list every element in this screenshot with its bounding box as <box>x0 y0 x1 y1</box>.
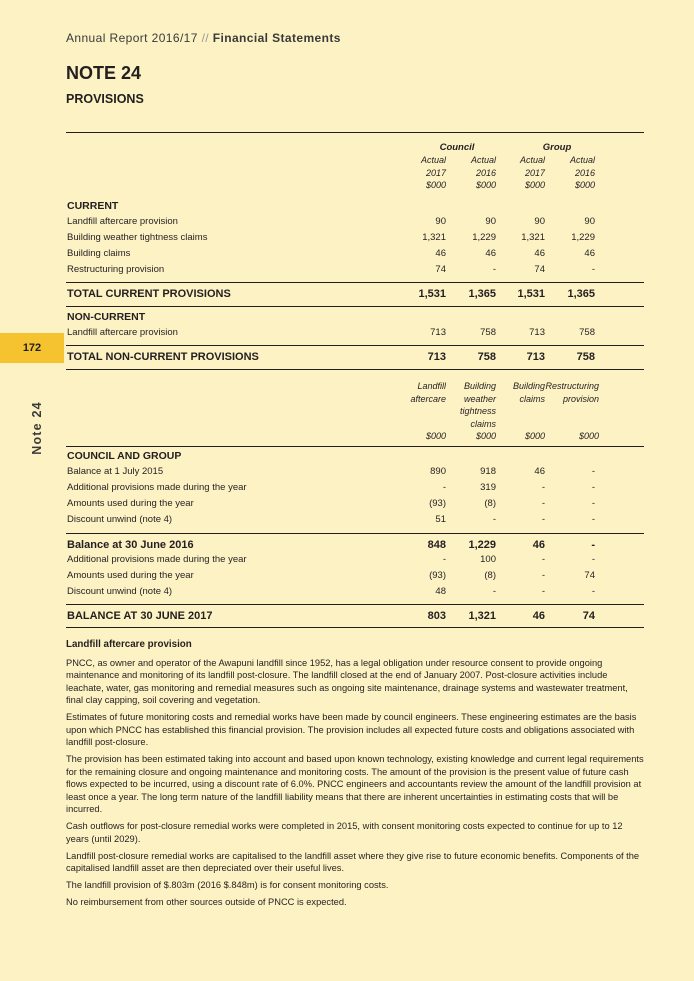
column-header <box>396 154 446 192</box>
council-group-section-title: COUNCIL AND GROUP <box>67 450 182 462</box>
note-subtitle: PROVISIONS <box>66 92 144 106</box>
current-row <box>66 214 644 230</box>
row-value: 758 <box>480 327 496 338</box>
total-value: 1,365 <box>567 288 595 300</box>
movement-row <box>66 480 644 496</box>
movement-rows-2016 <box>66 464 644 528</box>
body-paragraph: Landfill post-closure remedial works are capitalised to the landfill asset where they give rise to future economic benefits. Components of the capitalised landfill asset are then depreciated over their useful lives. <box>66 850 640 873</box>
row-value: 46 <box>435 248 446 259</box>
header-line: $000 <box>425 180 446 190</box>
total-current-wrap <box>66 283 644 305</box>
column-header <box>541 380 599 443</box>
balance-2017-row <box>66 605 644 627</box>
total-noncurrent-wrap <box>66 346 644 368</box>
row-value: (93) <box>429 570 446 581</box>
row-value: 46 <box>485 248 496 259</box>
header-separator: // <box>201 31 210 45</box>
row-value: - <box>541 498 545 509</box>
header-line <box>541 405 599 418</box>
rule <box>66 306 644 307</box>
row-value: 1,321 <box>521 232 545 243</box>
total-value: 713 <box>427 351 446 363</box>
current-row <box>66 230 644 246</box>
row-value: 90 <box>435 216 446 227</box>
row-value: - <box>591 554 595 565</box>
row-value: 713 <box>430 327 446 338</box>
report-name: Annual Report 2016/17 <box>66 31 198 45</box>
row-value: (93) <box>429 498 446 509</box>
total-label: TOTAL CURRENT PROVISIONS <box>67 288 231 300</box>
row-value: - <box>591 514 595 525</box>
page-number-tab <box>0 333 64 363</box>
body-paragraph: Estimates of future monitoring costs and remedial works have been made by council engineers. These engineering estimates are the basis upon which PNCC has established this financial provision. The provision includes all expected future costs and obligations associated with landfill post-closure. <box>66 712 637 747</box>
balance-2017-wrap <box>66 605 644 627</box>
column-header <box>396 380 446 443</box>
row-label: Balance at 1 July 2015 <box>67 466 164 477</box>
group-header-group: Group <box>542 142 572 153</box>
total-label: TOTAL NON-CURRENT PROVISIONS <box>67 351 259 363</box>
row-value: 51 <box>435 514 446 525</box>
header-line: Building <box>463 381 496 391</box>
header-line: $000 <box>425 431 446 441</box>
total-value: 803 <box>427 610 446 622</box>
header-line <box>495 405 545 418</box>
row-label: Amounts used during the year <box>67 498 194 509</box>
header-line: Landfill <box>417 381 446 391</box>
row-value: 90 <box>534 216 545 227</box>
total-value: - <box>591 539 595 551</box>
total-value: 1,531 <box>418 288 446 300</box>
rule <box>66 369 644 370</box>
row-value: - <box>541 482 545 493</box>
row-value: 46 <box>534 248 545 259</box>
total-current-row <box>66 283 644 305</box>
header-line: aftercare <box>410 393 446 404</box>
header-line: 2017 <box>524 167 545 178</box>
noncurrent-section <box>66 309 644 341</box>
row-label: Additional provisions made during the year <box>67 482 247 493</box>
row-value: - <box>591 482 595 493</box>
header-line: 2017 <box>425 167 446 178</box>
row-label: Additional provisions made during the year <box>67 554 247 565</box>
column-header <box>446 380 496 443</box>
row-value: 46 <box>534 466 545 477</box>
total-value: 74 <box>582 610 595 622</box>
movement-row <box>66 552 644 568</box>
body-paragraph: No reimbursement from other sources outside of PNCC is expected. <box>66 897 347 907</box>
side-label: Note 24 <box>30 401 44 455</box>
row-value: 319 <box>480 482 496 493</box>
current-row <box>66 246 644 262</box>
total-value: 1,321 <box>468 610 496 622</box>
header-line: Actual <box>569 155 595 165</box>
row-label: Restructuring provision <box>67 264 165 275</box>
row-value: 46 <box>584 248 595 259</box>
row-value: 1,229 <box>472 232 496 243</box>
total-value: 46 <box>532 539 545 551</box>
row-value: (8) <box>484 570 496 581</box>
header-line: claims <box>470 418 496 429</box>
row-label: Landfill aftercare provision <box>67 216 178 227</box>
header-line <box>396 405 446 418</box>
noncurrent-rows <box>66 325 644 341</box>
row-value: 1,229 <box>571 232 595 243</box>
total-value: 758 <box>576 351 595 363</box>
movement-row <box>66 512 644 528</box>
row-value: - <box>591 586 595 597</box>
total-label: BALANCE AT 30 JUNE 2017 <box>67 610 213 622</box>
total-value: 1,365 <box>468 288 496 300</box>
column-header <box>495 380 545 443</box>
row-value: - <box>442 554 446 565</box>
total-value: 758 <box>477 351 496 363</box>
row-value: 90 <box>584 216 595 227</box>
group-header-council: Council <box>439 142 475 153</box>
landfill-notes <box>66 639 644 913</box>
row-value: - <box>492 514 496 525</box>
row-label: Discount unwind (note 4) <box>67 586 173 597</box>
header-line: Actual <box>420 155 446 165</box>
row-value: 74 <box>534 264 545 275</box>
column-header <box>446 154 496 192</box>
total-value: 1,531 <box>517 288 545 300</box>
row-label: Landfill aftercare provision <box>67 327 178 338</box>
row-value: 74 <box>584 570 595 581</box>
total-value: 848 <box>427 539 446 551</box>
movement-row <box>66 496 644 512</box>
header-line <box>541 418 599 431</box>
header-line: $000 <box>574 180 595 190</box>
total-label: Balance at 30 June 2016 <box>67 539 194 551</box>
row-value: 100 <box>480 554 496 565</box>
row-value: - <box>591 466 595 477</box>
header-line: provision <box>562 393 599 404</box>
total-value: 1,229 <box>468 539 496 551</box>
row-value: - <box>442 482 446 493</box>
header-line: weather <box>463 393 496 404</box>
header-line: Actual <box>519 155 545 165</box>
header-line: claims <box>519 393 545 404</box>
movement-table <box>66 448 644 528</box>
current-rows <box>66 214 644 278</box>
table1-top-rule <box>66 132 644 133</box>
page-header <box>66 31 341 45</box>
header-line: $000 <box>475 431 496 441</box>
row-value: (8) <box>484 498 496 509</box>
movement-row <box>66 568 644 584</box>
header-line: tightness <box>459 406 496 416</box>
row-value: 1,321 <box>422 232 446 243</box>
row-value: - <box>541 554 545 565</box>
movement-rows-2017-wrap <box>66 552 644 600</box>
page-number: 172 <box>22 342 42 354</box>
row-value: - <box>541 514 545 525</box>
current-row <box>66 262 644 278</box>
noncurrent-row <box>66 325 644 341</box>
row-label: Building weather tightness claims <box>67 232 208 243</box>
landfill-heading: Landfill aftercare provision <box>66 639 192 650</box>
header-line <box>495 418 545 431</box>
header-line: $000 <box>524 431 545 441</box>
header-line: $000 <box>578 431 599 441</box>
row-value: - <box>591 264 595 275</box>
header-line: 2016 <box>574 167 595 178</box>
row-value: - <box>541 586 545 597</box>
current-section-title: CURRENT <box>67 200 119 212</box>
row-value: 74 <box>435 264 446 275</box>
rule <box>66 446 644 447</box>
header-line <box>396 418 446 431</box>
body-paragraph: The landfill provision of $.803m (2016 $.848m) is for consent monitoring costs. <box>66 880 389 890</box>
header-line: $000 <box>524 180 545 190</box>
header-line: Restructuring <box>545 381 599 391</box>
header-line: Actual <box>470 155 496 165</box>
body-paragraph: Cash outflows for post-closure remedial works were completed in 2015, with consent monitoring costs expected to continue for up to 12 years (until 2029). <box>66 821 623 844</box>
section-name: Financial Statements <box>212 31 341 45</box>
header-line: Building <box>512 381 545 391</box>
note-title: NOTE 24 <box>66 63 142 83</box>
noncurrent-section-title: NON-CURRENT <box>67 311 146 323</box>
row-value: 758 <box>579 327 595 338</box>
row-value: - <box>541 570 545 581</box>
total-noncurrent-row <box>66 346 644 368</box>
row-value: 48 <box>435 586 446 597</box>
row-value: 713 <box>529 327 545 338</box>
row-label: Building claims <box>67 248 131 259</box>
total-value: 713 <box>526 351 545 363</box>
row-value: 918 <box>480 466 496 477</box>
rule <box>66 627 644 628</box>
movement-row <box>66 464 644 480</box>
row-label: Amounts used during the year <box>67 570 194 581</box>
row-value: - <box>591 498 595 509</box>
column-header <box>545 154 595 192</box>
total-value: 46 <box>532 610 545 622</box>
row-label: Discount unwind (note 4) <box>67 514 173 525</box>
header-line: $000 <box>475 180 496 190</box>
row-value: 890 <box>430 466 446 477</box>
row-value: - <box>492 586 496 597</box>
body-paragraph: The provision has been estimated taking into account and based upon known technology, existing knowledge and current legal requirements for the remaining closure and ongoing maintenance and monitoring costs. The amount of the provision is the present value of future cash flows expected to be incurred, using a discount rate of 6.0%. PNCC engineers and accountants review the amount of the landfill provision at least once a year. The long term nature of the landfill liability means that there are inherent uncertainties in estimating costs that will be incurred. <box>66 754 644 814</box>
row-value: 90 <box>485 216 496 227</box>
header-line: 2016 <box>475 167 496 178</box>
movement-row <box>66 584 644 600</box>
provisions-table <box>66 198 644 278</box>
row-value: - <box>492 264 496 275</box>
body-paragraph: PNCC, as owner and operator of the Awapuni landfill since 1952, has a legal obligation under resource consent to provide ongoing maintenance and monitoring of its landfill post-closure. The landfill closed at the end of January 2007. Post-closure activities include leachate, water, gas monitoring and remedial measures such as ongoing site maintenance, drainage systems and wastewater treatment, final clay capping, soil covering and vegetation. <box>66 657 628 705</box>
column-header <box>495 154 545 192</box>
